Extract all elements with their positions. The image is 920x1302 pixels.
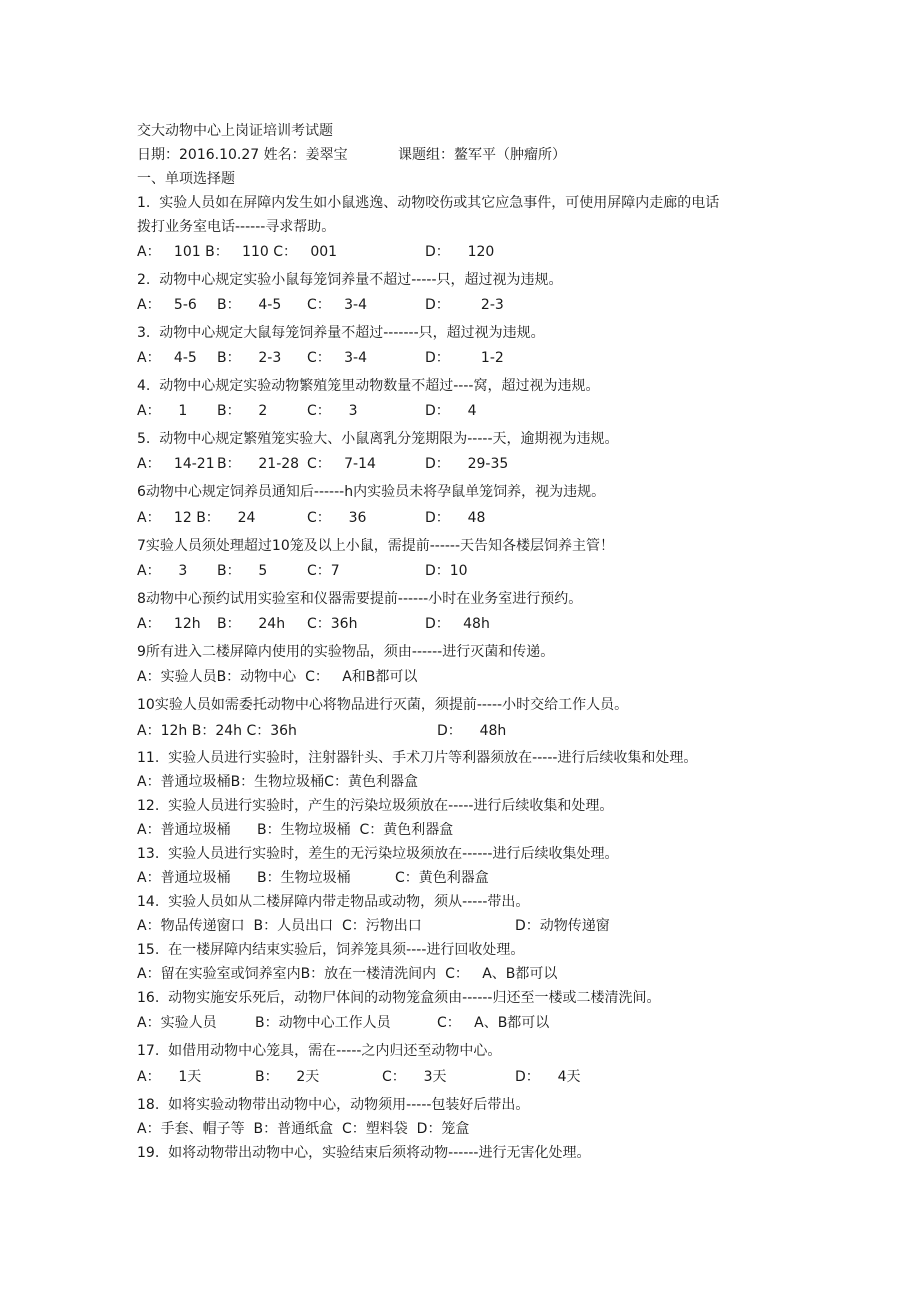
- question-7-option-c: C：7: [307, 563, 340, 579]
- question-12-line-1: 12. 实验人员进行实验时，产生的污染垃圾须放在-----进行后续收集和处理。: [137, 798, 614, 814]
- question-12-options: [137, 821, 837, 839]
- question-7-option-d: D：10: [425, 563, 468, 579]
- question-2-option-c: C： 3-4: [307, 297, 367, 313]
- question-3-options: [137, 349, 837, 367]
- question-8-options: [137, 615, 837, 633]
- question-6-option-ab: A： 12 B： 24: [137, 510, 256, 526]
- question-2-option-b: B： 4-5: [217, 297, 282, 313]
- question-8-line-1: 8动物中心预约试用实验室和仪器需要提前------小时在业务室进行预约。: [137, 591, 583, 607]
- question-10-options: [137, 722, 837, 740]
- question-18-option: A：手套、帽子等 B：普通纸盒 C：塑料袋 D：笼盒: [137, 1121, 470, 1137]
- question-5-option-d: D： 29-35: [425, 456, 509, 472]
- question-6-option-c: C： 36: [307, 510, 367, 526]
- doc-info-group: 课题组：鳌军平（肿瘤所）: [398, 147, 566, 163]
- question-17-option-c: C： 3天: [382, 1069, 447, 1085]
- question-5-option-b: B： 21-28: [217, 456, 300, 472]
- question-13-option-a: A：普通垃圾桶: [137, 870, 231, 886]
- question-14-options: [137, 917, 837, 935]
- question-14-option-d: D：动物传递窗: [515, 918, 610, 934]
- question-15-line-1: 15. 在一楼屏障内结束实验后，饲养笼具须----进行回收处理。: [137, 942, 525, 958]
- question-8-option-a: A： 12h: [137, 616, 201, 632]
- question-4-option-b: B： 2: [217, 403, 268, 419]
- question-17-options: [137, 1068, 837, 1086]
- question-11-line-1: 11. 实验人员进行实验时，注射器针头、手术刀片等利器须放在-----进行后续收集和处理。: [137, 750, 698, 766]
- question-5-option-c: C： 7-14: [307, 456, 376, 472]
- question-3-option-a: A： 4-5: [137, 350, 197, 366]
- question-7-line-1: 7实验人员须处理超过10笼及以上小鼠，需提前------天告知各楼层饲养主管！: [137, 538, 615, 554]
- question-3-option-d: D： 1-2: [425, 350, 504, 366]
- question-16-option-c: C： A、B都可以: [437, 1015, 550, 1031]
- question-7-option-b: B： 5: [217, 563, 268, 579]
- question-2-line-1: 2. 动物中心规定实验小鼠每笼饲养量不超过-----只，超过视为违规。: [137, 272, 563, 288]
- question-3-option-b: B： 2-3: [217, 350, 282, 366]
- question-4-option-c: C： 3: [307, 403, 358, 419]
- question-13-option-c: C：黄色利器盒: [395, 870, 489, 886]
- doc-title: 交大动物中心上岗证培训考试题: [137, 123, 333, 139]
- question-1-options: [137, 243, 837, 261]
- question-13-options: [137, 869, 837, 887]
- question-8-option-d: D： 48h: [425, 616, 490, 632]
- question-12-option-a: A：普通垃圾桶: [137, 822, 231, 838]
- question-16-options: [137, 1014, 837, 1032]
- question-10-option-abc: A：12h B：24h C：36h: [137, 723, 297, 739]
- question-4-options: [137, 402, 837, 420]
- question-18-options: [137, 1120, 837, 1138]
- question-6-options: [137, 509, 837, 527]
- question-1-option: D： 120: [425, 244, 495, 260]
- question-17-option-d: D： 4天: [515, 1069, 581, 1085]
- question-3-line-1: 3. 动物中心规定大鼠每笼饲养量不超过-------只，超过视为违规。: [137, 325, 545, 341]
- question-12-option-bc: B：生物垃圾桶 C：黄色利器盒: [257, 822, 454, 838]
- question-16-option-a: A：实验人员: [137, 1015, 217, 1031]
- question-14-option-abc: A：物品传递窗口 B：人员出口 C：污物出口: [137, 918, 422, 934]
- question-17-line-1: 17. 如借用动物中心笼具，需在-----之内归还至动物中心。: [137, 1043, 502, 1059]
- question-11-options: [137, 773, 837, 791]
- question-13-option-b: B：生物垃圾桶: [257, 870, 351, 886]
- question-1-option: A： 101 B： 110 C： 001: [137, 244, 338, 260]
- question-5-line-1: 5. 动物中心规定繁殖笼实验大、小鼠离乳分笼期限为-----天，逾期视为违规。: [137, 431, 619, 447]
- question-6-option-d: D： 48: [425, 510, 486, 526]
- question-18-line-1: 18. 如将实验动物带出动物中心，动物须用-----包装好后带出。: [137, 1097, 530, 1113]
- question-2-options: [137, 296, 837, 314]
- question-1-line-1: 1. 实验人员如在屏障内发生如小鼠逃逸、动物咬伤或其它应急事件，可使用屏障内走廊的电话: [137, 195, 720, 211]
- question-13-line-1: 13. 实验人员进行实验时，差生的无污染垃圾须放在------进行后续收集处理。: [137, 846, 619, 862]
- question-4-line-1: 4. 动物中心规定实验动物繁殖笼里动物数量不超过----窝，超过视为违规。: [137, 378, 600, 394]
- question-11-option: A：普通垃圾桶B：生物垃圾桶C：黄色利器盒: [137, 774, 418, 790]
- question-16-line-1: 16. 动物实施安乐死后，动物尸体间的动物笼盒须由------归还至一楼或二楼清洗间。: [137, 990, 661, 1006]
- question-15-option: A：留在实验室或饲养室内B：放在一楼清洗间内 C： A、B都可以: [137, 966, 558, 982]
- question-17-option-a: A： 1天: [137, 1069, 202, 1085]
- question-5-option-a: A： 14-21: [137, 456, 215, 472]
- doc-info-date-name: 日期：2016.10.27 姓名：姜翠宝: [137, 147, 348, 163]
- question-8-option-c: C：36h: [307, 616, 358, 632]
- question-10-line-1: 10实验人员如需委托动物中心将物品进行灭菌，须提前-----小时交给工作人员。: [137, 697, 629, 713]
- question-4-option-a: A： 1: [137, 403, 188, 419]
- question-2-option-d: D： 2-3: [425, 297, 504, 313]
- section-heading: 一、单项选择题: [137, 171, 235, 187]
- question-19-line-1: 19. 如将动物带出动物中心，实验结束后须将动物------进行无害化处理。: [137, 1145, 591, 1161]
- question-7-options: [137, 562, 837, 580]
- question-1-line-2: 拨打业务室电话------寻求帮助。: [137, 219, 336, 235]
- question-9-option: A：实验人员B：动物中心 C： A和B都可以: [137, 669, 418, 685]
- question-6-line-1: 6动物中心规定饲养员通知后------h内实验员未将孕鼠单笼饲养，视为违规。: [137, 484, 606, 500]
- question-16-option-b: B：动物中心工作人员: [255, 1015, 391, 1031]
- question-14-line-1: 14. 实验人员如从二楼屏障内带走物品或动物，须从-----带出。: [137, 894, 530, 910]
- question-10-option-d: D： 48h: [437, 723, 507, 739]
- question-2-option-a: A： 5-6: [137, 297, 197, 313]
- question-9-line-1: 9所有进入二楼屏障内使用的实验物品，须由------进行灭菌和传递。: [137, 644, 555, 660]
- question-15-options: [137, 965, 837, 983]
- question-8-option-b: B： 24h: [217, 616, 286, 632]
- question-7-option-a: A： 3: [137, 563, 188, 579]
- question-4-option-d: D： 4: [425, 403, 477, 419]
- question-5-options: [137, 455, 837, 473]
- question-9-options: [137, 668, 837, 686]
- question-17-option-b: B： 2天: [255, 1069, 320, 1085]
- question-3-option-c: C： 3-4: [307, 350, 367, 366]
